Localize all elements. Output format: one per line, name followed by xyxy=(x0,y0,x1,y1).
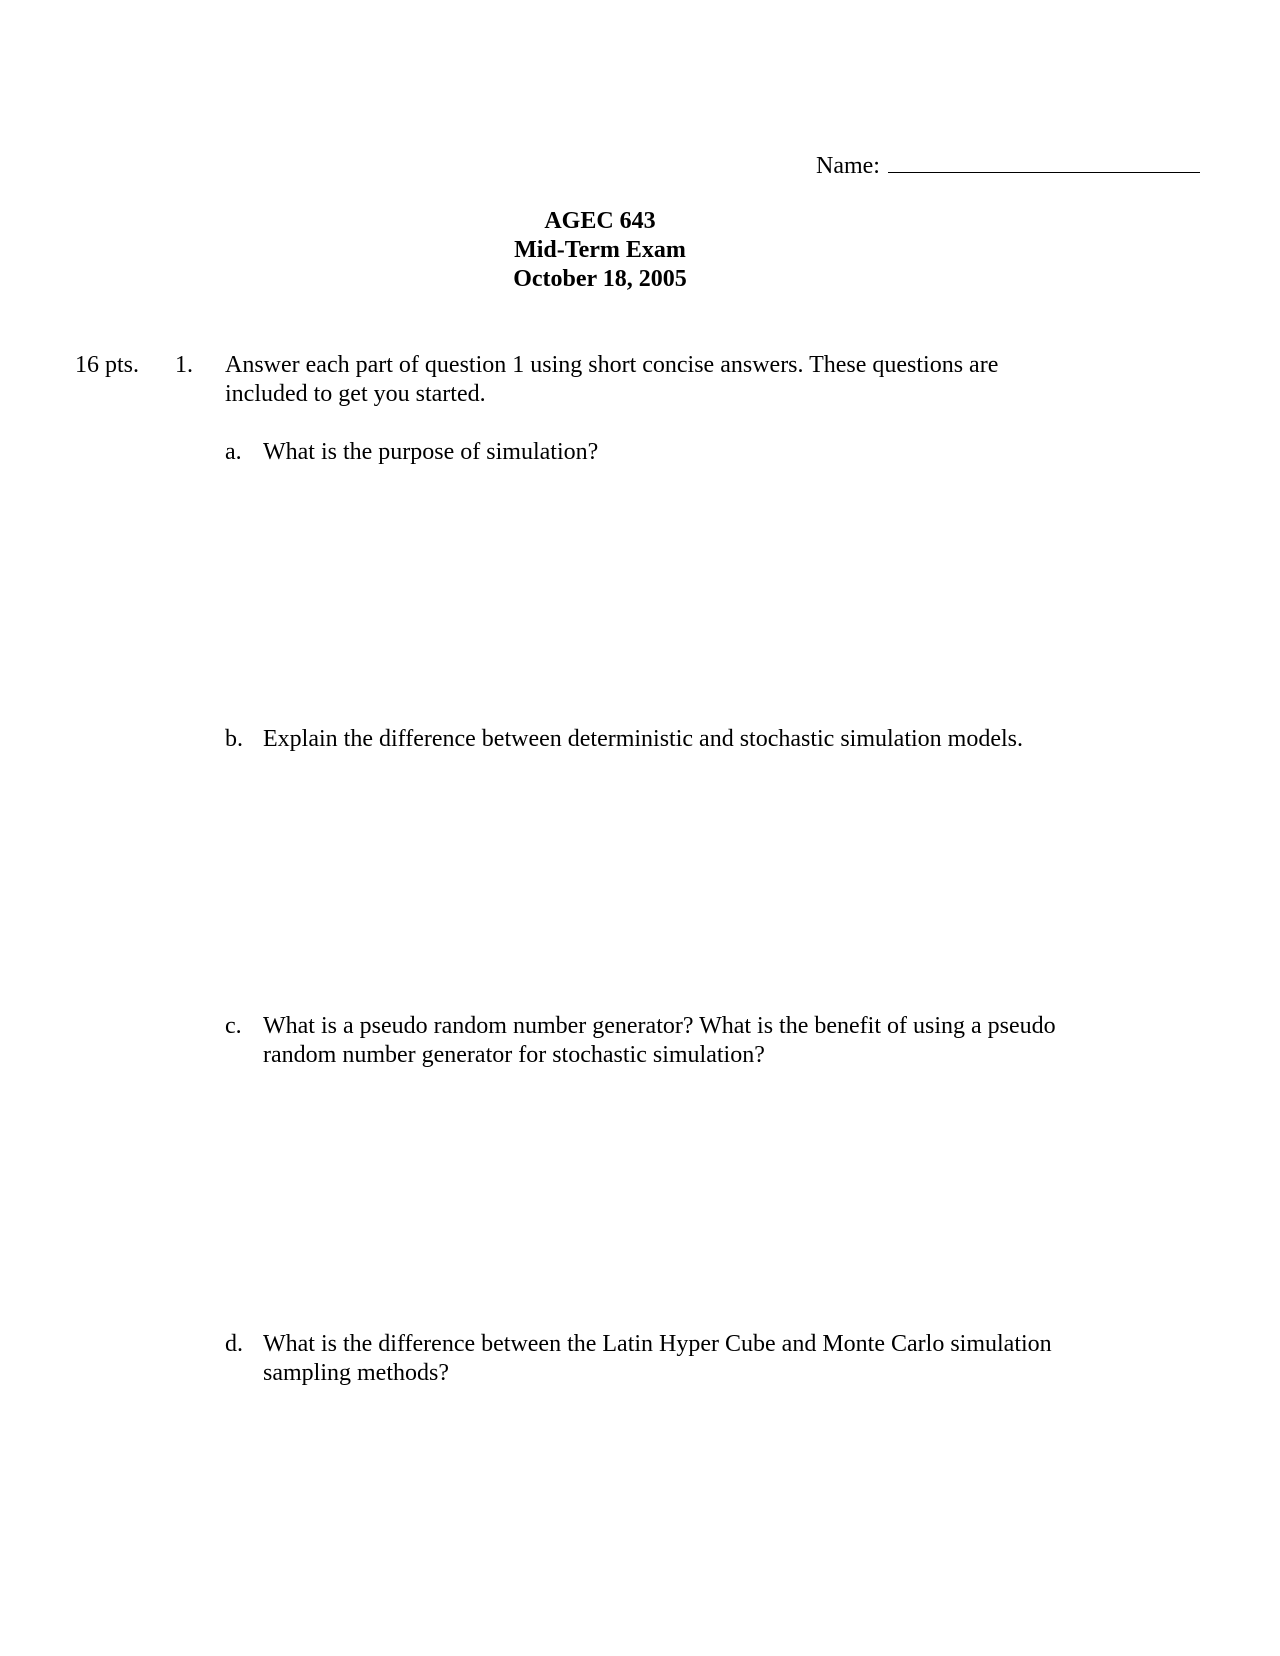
course-title: AGEC 643 xyxy=(544,208,656,234)
subquestion-letter: a. xyxy=(225,439,242,465)
question-points: 16 pts. xyxy=(75,352,140,378)
subquestion-text: What is the difference between the Latin Hyper Cube and Monte Carlo simulation sampling methods? xyxy=(263,1331,1052,1386)
subquestion-text: Explain the difference between deterministic and stochastic simulation models. xyxy=(263,726,1023,752)
exam-title: Mid-Term Exam xyxy=(514,237,686,263)
name-field xyxy=(816,150,1200,181)
question-number: 1. xyxy=(175,352,193,378)
subquestion-letter: c. xyxy=(225,1013,242,1039)
name-blank-line[interactable] xyxy=(888,150,1200,173)
subquestion-text: What is a pseudo random number generator? What is the benefit of using a pseudo random number generator for stochastic simulation? xyxy=(263,1013,1056,1068)
exam-header xyxy=(400,207,800,294)
exam-date: October 18, 2005 xyxy=(513,266,687,292)
subquestion-letter: b. xyxy=(225,726,243,752)
subquestion-text: What is the purpose of simulation? xyxy=(263,439,599,465)
question-text: Answer each part of question 1 using short concise answers. These questions are included to get you started. xyxy=(225,352,999,407)
subquestion-letter: d. xyxy=(225,1331,243,1357)
name-label: Name: xyxy=(816,153,880,179)
